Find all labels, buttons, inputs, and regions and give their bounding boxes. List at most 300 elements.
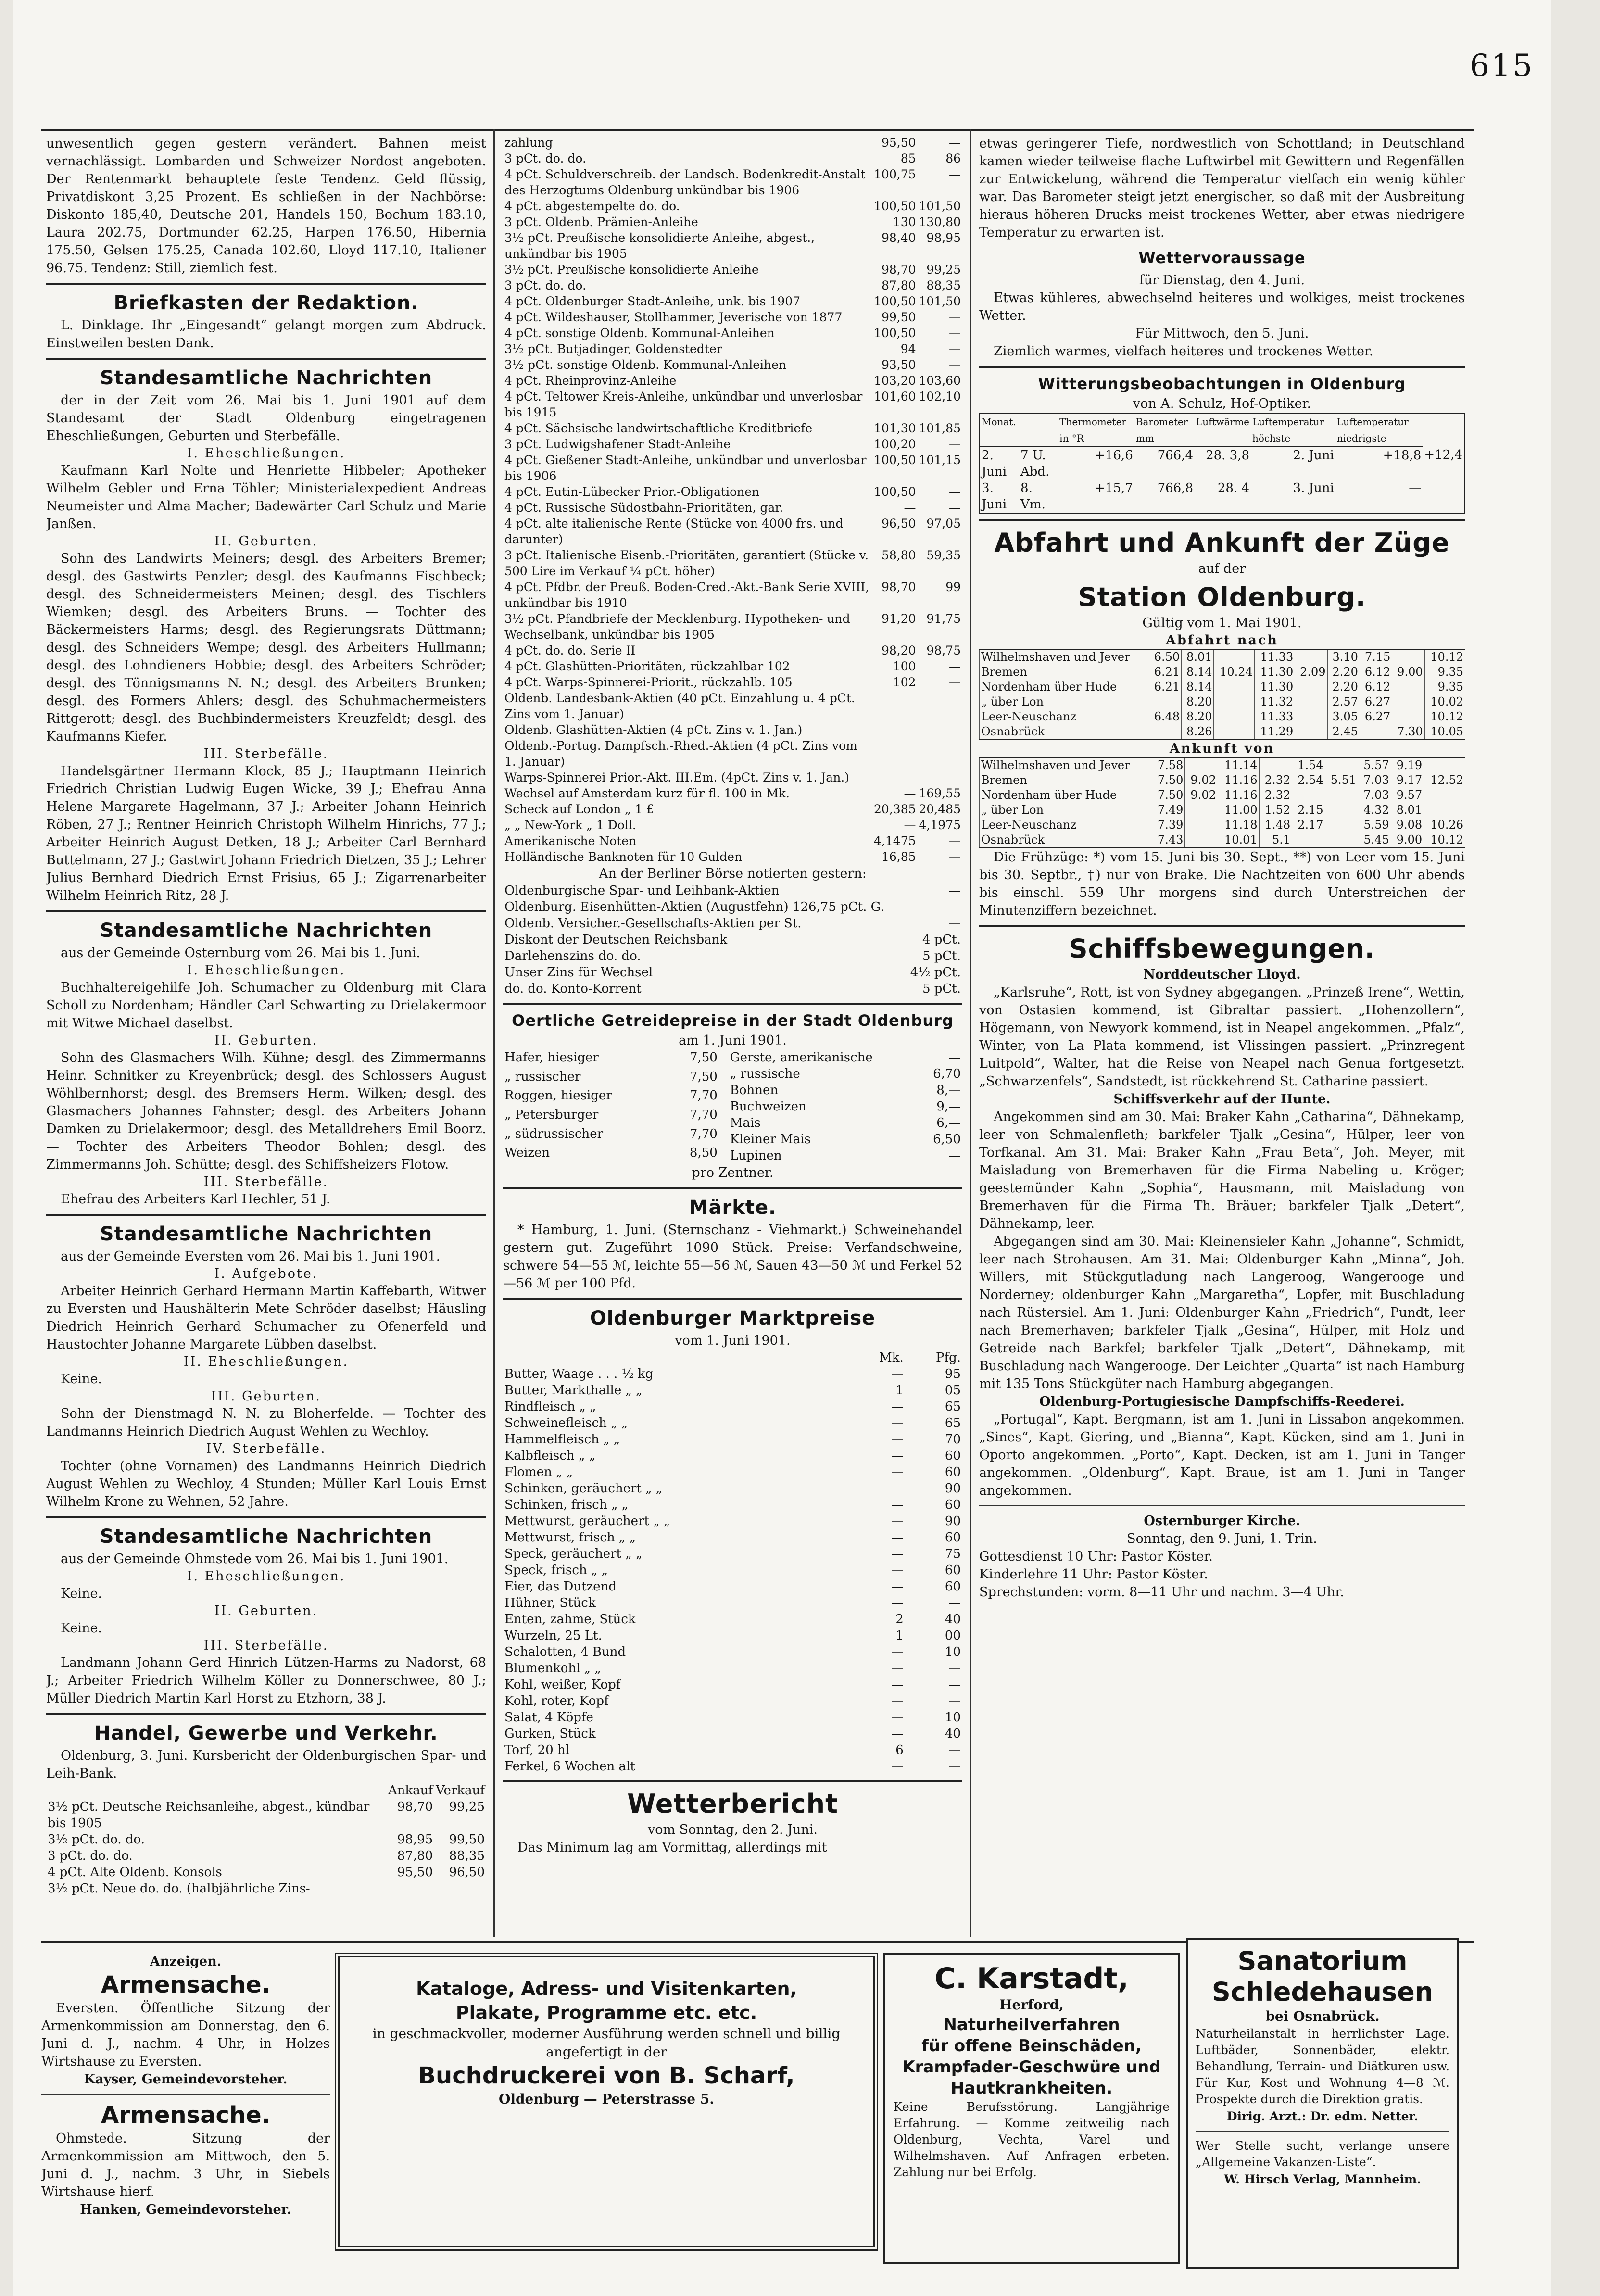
table-cell xyxy=(918,690,962,722)
sanatorium-ad xyxy=(1186,1938,1459,2269)
table-cell: 2 xyxy=(895,1612,904,1627)
table-cell: — xyxy=(891,1416,904,1430)
karstadt-line: Naturheilverfahren xyxy=(943,2015,1120,2034)
table-cell: Kalbfleisch „ „ xyxy=(504,1449,596,1463)
table-cell: Wechsel auf Amsterdam kurz für fl. 100 in Mk. xyxy=(504,786,790,800)
armensache-sign: Hanken, Gemeindevorsteher. xyxy=(80,2202,291,2217)
section-divider xyxy=(979,925,1465,927)
getreide-footer: pro Zentner. xyxy=(692,1165,774,1180)
table-cell: 1.52 xyxy=(1259,803,1292,818)
table-cell: — xyxy=(948,1148,961,1163)
table-cell: 60 xyxy=(945,1563,961,1577)
kirche-row: Sprechstunden: vorm. 8—11 Uhr und nachm. 3—4 Uhr. xyxy=(979,1585,1344,1600)
table-cell: 103,20 xyxy=(874,374,916,388)
table-cell xyxy=(1214,680,1254,694)
table-cell: — xyxy=(948,1678,961,1692)
table-cell: Oldenburg. Eisenhütten-Aktien (Augustfehn) 126,75 pCt. G. xyxy=(504,900,884,914)
column-header: Ankauf xyxy=(388,1783,433,1798)
sanatorium-title: Schledehausen xyxy=(1211,1977,1434,2007)
scharf-name: Buchdruckerei von B. Scharf, xyxy=(418,2062,795,2089)
ankunft-heading: Ankunft von xyxy=(1169,741,1275,756)
berlin-table xyxy=(503,883,962,932)
getreide-tables xyxy=(503,1049,962,1164)
abfahrt-table xyxy=(979,649,1465,740)
table-row xyxy=(503,1087,719,1107)
table-cell: 6.27 xyxy=(1360,694,1392,709)
karstadt-ad xyxy=(883,1953,1180,2264)
standesamt-heading: Standesamtliche Nachrichten xyxy=(100,1223,433,1245)
table-cell: 3 pCt. Oldenb. Prämien-Anleihe xyxy=(504,215,698,229)
table-cell: 7.15 xyxy=(1360,649,1392,665)
table-row xyxy=(46,1864,486,1880)
table-cell: 4 pCt. sonstige Oldenb. Kommunal-Anleihen xyxy=(504,326,775,340)
table-cell: — xyxy=(948,883,961,898)
diskont-table xyxy=(503,932,962,997)
column-divider xyxy=(970,129,971,1937)
table-cell xyxy=(1392,649,1424,665)
table-cell: 766,4 xyxy=(1157,448,1194,463)
table-cell: 4 pCt. Gießener Stadt-Anleihe, unkündbar und unverlosbar bis 1906 xyxy=(504,453,867,483)
table-cell: 6.21 xyxy=(1149,680,1181,694)
table-cell: 8.14 xyxy=(1182,665,1214,680)
armensache-text: Eversten. Öffentliche Sitzung der Armenkommission am Donnerstag, den 6. Juni d. J., nachm. 4 Uhr, in Holzes Wirtshause zu Eversten. xyxy=(41,2001,330,2069)
table-cell xyxy=(1295,709,1327,724)
table-cell: 88,35 xyxy=(926,278,961,292)
table-cell: — xyxy=(949,167,961,181)
kirche-heading: Osternburger Kirche. xyxy=(1144,1514,1300,1528)
table-cell: — xyxy=(949,850,961,864)
table-cell: Flomen „ „ xyxy=(504,1465,573,1479)
table-row xyxy=(980,773,1465,788)
table-cell: 130,80 xyxy=(919,215,961,229)
table-cell: — xyxy=(948,1050,961,1065)
table-cell: 00 xyxy=(945,1628,961,1643)
table-cell: 8. Vm. xyxy=(1020,481,1046,512)
table-row xyxy=(503,1049,719,1069)
wetter-text: Das Minimum lag am Vormittag, allerdings mit xyxy=(517,1840,827,1855)
table-cell: 7.58 xyxy=(1152,757,1185,773)
table-cell: 7.30 xyxy=(1392,724,1424,740)
table-cell: 60 xyxy=(945,1449,961,1463)
section-divider xyxy=(503,1780,962,1782)
column-2 xyxy=(503,135,962,1943)
table-cell: Oldenb. Versicher.-Gesellschafts-Aktien per St. xyxy=(504,916,802,931)
section-divider xyxy=(503,1003,962,1005)
table-row xyxy=(503,738,962,770)
table-cell: Nordenham über Hude xyxy=(980,788,1152,803)
table-cell: 102 xyxy=(893,675,916,689)
table-cell: 11.30 xyxy=(1254,680,1295,694)
table-cell: — xyxy=(1409,481,1422,495)
table-row xyxy=(503,166,962,198)
table-cell: 130 xyxy=(893,215,916,229)
table-cell: Weizen xyxy=(504,1146,550,1161)
subsection-heading: III. Sterbefälle. xyxy=(203,746,329,761)
section-divider xyxy=(979,1505,1465,1506)
hunte-text: Abgegangen sind am 30. Mai: Kleinensieler Kahn „Johanne“, Schmidt, leer nach Strohausen. Am 31. Mai: Oldenburger Kahn „Minna“, Joh. Willers, mit Stückgutladung nach Langeroog, Wangerooge und Norderney; oldenburger Kahn „Margaretha“, Lopfer, mit Buschladung nach Rüstersiel. Am 1. Juni: Oldenburger Kahn „Friedrich“, Pundt, leer nach Bremerhaven; barkfeler Tjalk „Gesina“, Hülper, mit Holz und Getreide nach Barkfel; barkfeler Tjalk „Detert“, Dähnekamp, mit Buschladung nach Wangerooge. Der Leichter „Quarta“ ist nach Hamburg mit 135 Tons Stückgüter nach Hamburg abgegangen. xyxy=(979,1234,1465,1391)
table-cell: 100,50 xyxy=(874,485,916,499)
table-cell xyxy=(1295,724,1327,740)
anzeigen-label: Anzeigen. xyxy=(150,1954,222,1969)
getreide-heading: Oertliche Getreidepreise in der Stadt Oldenburg xyxy=(512,1011,954,1030)
table-cell: +15,7 xyxy=(1095,481,1133,495)
section-divider xyxy=(46,1214,486,1216)
table-row xyxy=(503,1145,719,1164)
voraussage-text: Etwas kühleres, abwechselnd heiteres und wolkiges, meist trockenes Wetter. xyxy=(979,290,1465,323)
sanatorium-title: Sanatorium xyxy=(1237,1946,1408,1976)
entry-text: Keine. xyxy=(61,1621,102,1636)
table-cell: — xyxy=(948,1743,961,1757)
table-row xyxy=(503,658,962,674)
table-cell: 2.09 xyxy=(1295,665,1327,680)
section-divider xyxy=(46,1713,486,1715)
wetter-date: vom Sonntag, den 2. Juni. xyxy=(647,1822,818,1837)
table-cell: „ über Lon xyxy=(980,803,1152,818)
table-cell: Blumenkohl „ „ xyxy=(504,1661,601,1676)
table-cell: 11.16 xyxy=(1218,788,1259,803)
table-cell: 4 pCt. xyxy=(922,933,961,947)
table-row xyxy=(503,883,962,899)
ad-divider xyxy=(41,2094,330,2095)
table-cell: Schinken, frisch „ „ xyxy=(504,1498,629,1512)
table-cell: — xyxy=(891,1530,904,1545)
table-cell xyxy=(1295,680,1327,694)
section-divider xyxy=(979,519,1465,521)
table-cell: Schweinefleisch „ „ xyxy=(504,1416,628,1430)
table-cell: 2.45 xyxy=(1327,724,1360,740)
table-cell: Osnabrück xyxy=(980,833,1152,848)
table-row xyxy=(503,1431,962,1448)
column-header: Barometer mm xyxy=(1134,413,1195,447)
zuege-sub: auf der xyxy=(1198,561,1246,576)
table-cell: 100,75 xyxy=(874,167,916,181)
karstadt-text: Keine Berufsstörung. Langjährige Erfahrung. — Komme zeitweilig nach Oldenburg, Vechta, Varel und Wilhelmshaven. Auf Anfragen erbeten. Zahlung nur bei Erfolg. xyxy=(894,2100,1170,2179)
table-row xyxy=(503,1726,962,1742)
table-cell: 4 pCt. do. do. Serie II xyxy=(504,643,636,657)
table-cell: 11.14 xyxy=(1218,757,1259,773)
subsection-heading: I. Eheschließungen. xyxy=(187,446,346,461)
table-cell xyxy=(1214,649,1254,665)
table-cell: — xyxy=(949,136,961,150)
table-row xyxy=(46,1880,486,1897)
table-cell: 100,50 xyxy=(874,294,916,308)
table-cell: 99,50 xyxy=(881,310,916,324)
table-cell: 98,70 xyxy=(881,580,916,594)
hunte-heading: Schiffsverkehr auf der Hunte. xyxy=(1113,1092,1331,1107)
table-cell: 91,75 xyxy=(926,612,961,626)
table-row xyxy=(503,1627,962,1644)
table-cell: 59,35 xyxy=(926,548,961,562)
table-row xyxy=(46,1848,486,1864)
table-cell: 98,70 xyxy=(881,263,916,277)
table-row xyxy=(980,447,1464,480)
table-cell: — xyxy=(891,1678,904,1692)
table-cell: 2.54 xyxy=(1292,773,1325,788)
table-cell xyxy=(1149,694,1181,709)
table-row xyxy=(503,1126,719,1145)
table-cell: 3. Juni xyxy=(982,481,1007,512)
table-cell: Mais xyxy=(730,1116,761,1130)
table-cell: 16,85 xyxy=(881,850,916,864)
table-row xyxy=(503,389,962,420)
column-header: Mk. xyxy=(879,1350,904,1365)
table-cell: 10.26 xyxy=(1424,818,1465,833)
handel-heading: Handel, Gewerbe und Verkehr. xyxy=(94,1722,438,1744)
table-row xyxy=(503,1693,962,1709)
table-cell: Oldenb. Glashütten-Aktien (4 pCt. Zins v. 1. Jan.) xyxy=(504,723,803,737)
table-cell xyxy=(1325,818,1358,833)
table-cell: Bremen xyxy=(980,665,1149,680)
ad-divider xyxy=(1196,2131,1449,2132)
table-cell: 10.12 xyxy=(1424,833,1465,848)
table-cell: 90 xyxy=(945,1514,961,1528)
table-cell: — xyxy=(891,1547,904,1561)
column-header: Monat. xyxy=(980,413,1019,447)
table-cell: 6.50 xyxy=(1149,649,1181,665)
table-cell: 88,35 xyxy=(449,1849,485,1863)
table-cell: 8.01 xyxy=(1391,803,1424,818)
table-cell: 10.12 xyxy=(1424,649,1465,665)
table-cell: 11.00 xyxy=(1218,803,1259,818)
table-cell xyxy=(918,738,962,770)
table-cell xyxy=(872,738,917,770)
voraussage-date: für Dienstag, den 4. Juni. xyxy=(1139,273,1305,288)
table-cell: 11.16 xyxy=(1218,773,1259,788)
table-cell: Nordenham über Hude xyxy=(980,680,1149,694)
table-cell: 3½ pCt. Deutsche Reichsanleihe, abgest., kündbar bis 1905 xyxy=(48,1800,370,1830)
beobachtungen-sub: von A. Schulz, Hof-Optiker. xyxy=(1133,396,1311,411)
standesamt-heading: Standesamtliche Nachrichten xyxy=(100,920,433,942)
entry-text: Sohn der Dienstmagd N. N. zu Bloherfelde. — Tochter des Landmanns Heinrich Diedrich August Wehlen zu Wechloy. xyxy=(46,1406,486,1439)
table-cell: — xyxy=(904,501,916,515)
table-cell: Amerikanische Noten xyxy=(504,834,637,848)
table-row xyxy=(729,1098,962,1115)
subsection-heading: I. Aufgebote. xyxy=(214,1266,318,1281)
table-cell xyxy=(387,1880,434,1897)
section-divider xyxy=(46,910,486,912)
kurs-table xyxy=(46,1782,486,1897)
table-cell: 60 xyxy=(945,1530,961,1545)
column-header: Luftemperatur niedrigste xyxy=(1335,413,1423,447)
schiff-sub: Norddeutscher Lloyd. xyxy=(1143,967,1301,982)
table-row xyxy=(503,1611,962,1627)
table-cell: „ Petersburger xyxy=(504,1107,599,1122)
table-cell xyxy=(1214,709,1254,724)
table-cell: 101,30 xyxy=(874,421,916,435)
table-cell: 169,55 xyxy=(919,786,961,800)
table-cell: 3½ pCt. Pfandbriefe der Mecklenburg. Hypotheken- und Wechselbank, unkündbar bis 1905 xyxy=(504,612,850,642)
entry-text: Landmann Johann Gerd Hinrich Lützen-Harms zu Nadorst, 68 J.; Arbeiter Friedrich Wilhelm Köller zu Donnerschwee, 80 J.; Müller Diedrich Martin Karl Horst zu Etzhorn, 38 J. xyxy=(46,1655,486,1706)
table-cell: 100,50 xyxy=(874,326,916,340)
table-cell: 28. 3,8 xyxy=(1206,448,1250,463)
table-row xyxy=(980,649,1465,665)
table-cell: Buchweizen xyxy=(730,1099,806,1114)
table-cell: 9.19 xyxy=(1391,757,1424,773)
entry-text: Sohn des Glasmachers Wilh. Kühne; desgl. des Zimmermanns Heinr. Schnitker zu Kreyenbrück; desgl. des Schlossers August Wöhlbernhorst; desgl. des Bremsers Herm. Wilken; desgl. des Glasmachers Johannes Fahnster; desgl. des Arbeiters Johann Damken zu Drielakermoor; desgl. des Metalldrehers Emil Boorz. — Tochter des Arbeiters Theodor Bohlen; desgl. des Zimmermanns Joh. Schütte; desgl. des Schiffsheizers Flotow. xyxy=(46,1050,486,1172)
table-cell: 4 pCt. Oldenburger Stadt-Anleihe, unk. bis 1907 xyxy=(504,294,801,308)
table-row xyxy=(503,1399,962,1415)
voraussage-date: Für Mittwoch, den 5. Juni. xyxy=(1135,326,1309,341)
table-cell: 9,— xyxy=(936,1099,961,1114)
entry-text: Arbeiter Heinrich Gerhard Hermann Martin Kaffebarth, Witwer zu Eversten und Haushälterin Mete Schröder daselbst; Häusling Diedrich Heinrich Gerhard Schumacher zu Ofenerfeld und Haustochter Johanne Margarete Lübben daselbst. xyxy=(46,1284,486,1352)
voraussage-heading: Wettervoraussage xyxy=(1138,249,1306,267)
ankunft-table xyxy=(979,757,1465,848)
table-cell: Warps-Spinnerei Prior.-Akt. III.Em. (4pCt. Zins v. 1. Jan.) xyxy=(504,770,850,784)
table-row xyxy=(503,278,962,293)
table-cell: — xyxy=(891,1579,904,1594)
table-header-row xyxy=(46,1782,486,1799)
table-cell xyxy=(434,1880,486,1897)
table-row xyxy=(503,325,962,341)
table-row xyxy=(46,1799,486,1831)
page-number: 615 xyxy=(1470,48,1535,84)
zuege-valid: Gültig vom 1. Mai 1901. xyxy=(1142,616,1302,631)
table-cell: — xyxy=(904,818,916,832)
entry-text: Keine. xyxy=(61,1372,102,1387)
scharf-line: in geschmackvoller, moderner Ausführung werden schnell und billig angefertigt in der xyxy=(372,2026,841,2060)
karstadt-city: Herford, xyxy=(999,1997,1064,2013)
table-cell: 4 pCt. Teltower Kreis-Anleihe, unkündbar und unverlosbar bis 1915 xyxy=(504,390,863,419)
table-cell xyxy=(1392,680,1424,694)
table-row xyxy=(980,680,1465,694)
table-cell: 8.20 xyxy=(1182,694,1214,709)
table-cell: 102,10 xyxy=(919,390,961,404)
table-row xyxy=(503,1513,962,1529)
table-row xyxy=(503,1644,962,1660)
table-cell xyxy=(918,770,962,785)
table-cell: 94 xyxy=(900,342,916,356)
kirche-row: Kinderlehre 11 Uhr: Pastor Köster. xyxy=(979,1567,1208,1582)
entry-text: Keine. xyxy=(61,1586,102,1601)
armensache-sign: Kayser, Gemeindevorsteher. xyxy=(84,2072,288,2087)
table-row xyxy=(503,722,962,738)
column-header: Luftwärme xyxy=(1195,413,1251,447)
table-cell: 65 xyxy=(945,1416,961,1430)
table-row xyxy=(503,1480,962,1497)
schiff-text: „Karlsruhe“, Rott, ist von Sydney abgegangen. „Prinzeß Irene“, Wettin, von Ostasien kommend, ist Gibraltar passiert. „Hohenzollern“, Högemann, von Newyork kommend, ist in Neapel angekommen. „Pfalz“, Winter, von La Plata kommend, ist Vlissingen passiert. „Prinzregent Luitpold“, Walter, hat die Reise von Neapel nach Genua fortgesetzt. „Schwarzenfels“, Sandstedt, ist rückkehrend St. Catharine passiert. xyxy=(979,985,1465,1089)
table-cell: 9.00 xyxy=(1392,665,1424,680)
table-cell: Gerste, amerikanische xyxy=(730,1050,873,1065)
table-cell: — xyxy=(949,358,961,372)
wetter-heading: Wetterbericht xyxy=(627,1789,838,1819)
table-cell: — xyxy=(949,437,961,451)
table-cell: 10.12 xyxy=(1424,709,1465,724)
table-row xyxy=(503,452,962,484)
table-cell: 3.10 xyxy=(1327,649,1360,665)
maerkte-heading: Märkte. xyxy=(689,1197,777,1219)
table-row xyxy=(503,981,962,997)
boersen-bericht: unwesentlich gegen gestern verändert. Bahnen meist vernachlässigt. Lombarden und Schweizer Nordost angeboten. Der Rentenmarkt behauptete feste Tendenz. Geld flüssig, Privatdiskont 3,25 Prozent. Es schließen in der Nachbörse: Diskonto 185,40, Deutsche 201, Handels 150, Bochum 183.10, Laura 202.75, Dortmunder 62.25, Harpen 176.50, Hibernia 175.50, Gelsen 175.25, Canada 102.60, Lloyd 117.10, Italiener 96.75. Tendenz: Still, ziemlich fest. xyxy=(46,136,486,276)
kirche-date: Sonntag, den 9. Juni, 1. Trin. xyxy=(1127,1531,1317,1546)
subsection-heading: II. Geburten. xyxy=(214,1603,318,1618)
table-cell: Scheck auf London „ 1 £ xyxy=(504,802,654,816)
table-cell: 6.12 xyxy=(1360,665,1392,680)
table-row xyxy=(503,643,962,658)
table-header-row xyxy=(980,413,1464,447)
table-row xyxy=(503,932,962,948)
table-row xyxy=(503,230,962,262)
table-row xyxy=(503,1366,962,1382)
table-row xyxy=(503,1448,962,1464)
table-cell: 4 pCt. alte italienische Rente (Stücke von 4000 frs. und darunter) xyxy=(504,517,844,546)
subsection-heading: II. Geburten. xyxy=(214,534,318,549)
table-cell: 2.57 xyxy=(1327,694,1360,709)
berlin-heading: An der Berliner Börse notierten gestern: xyxy=(599,866,867,881)
table-row xyxy=(46,1831,486,1848)
table-cell: — xyxy=(949,485,961,499)
table-row xyxy=(503,801,962,817)
table-cell: 20,485 xyxy=(919,802,961,816)
getreide-right-table xyxy=(729,1049,962,1164)
table-cell: 11.33 xyxy=(1254,709,1295,724)
table-cell: Hafer, hiesiger xyxy=(504,1050,599,1065)
table-cell: 6,— xyxy=(936,1116,961,1130)
table-cell xyxy=(1295,649,1327,665)
table-cell: 95 xyxy=(945,1367,961,1381)
column-header: Verkauf xyxy=(436,1783,485,1798)
table-cell xyxy=(945,899,962,915)
karstadt-name: C. Karstadt, xyxy=(934,1962,1129,1995)
marktpreise-date: vom 1. Juni 1901. xyxy=(675,1333,791,1348)
table-cell: — xyxy=(904,786,916,800)
marktpreise-heading: Oldenburger Marktpreise xyxy=(590,1307,876,1329)
table-cell: 4,1975 xyxy=(919,818,961,832)
table-cell: 8.01 xyxy=(1182,649,1214,665)
table-cell: 4 pCt. Wildeshauser, Stollhammer, Jeverische von 1877 xyxy=(504,310,843,324)
table-cell: 11.18 xyxy=(1218,818,1259,833)
table-row xyxy=(503,436,962,452)
subsection-heading: II. Eheschließungen. xyxy=(183,1354,349,1369)
table-cell: 4 pCt. Warps-Spinnerei-Priorit., rückzahlb. 105 xyxy=(504,675,793,689)
handel-intro: Oldenburg, 3. Juni. Kursbericht der Oldenburgischen Spar- und Leih-Bank. xyxy=(46,1748,486,1781)
section-divider xyxy=(46,1516,486,1518)
standesamt-intro: aus der Gemeinde Eversten vom 26. Mai bis 1. Juni 1901. xyxy=(61,1249,441,1264)
table-cell xyxy=(1185,818,1218,833)
table-cell: Diskont der Deutschen Reichsbank xyxy=(504,933,728,947)
table-cell: 6,70 xyxy=(933,1067,961,1081)
table-cell: 7,70 xyxy=(689,1107,718,1122)
entry-text: Handelsgärtner Hermann Klock, 85 J.; Hauptmann Heinrich Friedrich Christian Ludwig Eugen Wicke, 39 J.; Ehefrau Anna Helene Margarete Hagelmann, 37 J.; Arbeiter Johann Heinrich Röben, 27 J.; Rentner Heinrich Christoph Wilhelm Hinrichs, 77 J.; Arbeiter Heinrich August Detken, 18 J.; Arbeiter Carl Bernhard Buttelmann, 27 J.; Gastwirt Johann Friedrich Dietzen, 35 J.; Lehrer Julius Bernhard Diedrich Ernst Frisius, 65 J.; Zigarrenarbeiter Wilhelm Heinrich Ritz, 28 J. xyxy=(46,764,486,903)
table-cell: 10.05 xyxy=(1424,724,1465,740)
table-cell: 95,50 xyxy=(397,1865,433,1880)
table-cell: 2.20 xyxy=(1327,665,1360,680)
table-cell: — xyxy=(891,1710,904,1725)
section-divider xyxy=(503,1298,962,1300)
table-cell: Gurken, Stück xyxy=(504,1727,596,1741)
entry-text: Ehefrau des Arbeiters Karl Hechler, 51 J. xyxy=(61,1192,330,1207)
sanatorium-arzt: Dirig. Arzt.: Dr. edm. Netter. xyxy=(1226,2109,1419,2123)
table-cell: 4 pCt. abgestempelte do. do. xyxy=(504,199,680,213)
table-cell: Hammelfleisch „ „ xyxy=(504,1432,620,1447)
table-cell: 9.02 xyxy=(1185,773,1218,788)
table-cell: — xyxy=(891,1449,904,1463)
table-cell: Darlehenszins do. do. xyxy=(504,949,641,963)
table-cell: Oldenb.-Portug. Dampfsch.-Rhed.-Aktien (4 pCt. Zins vom 1. Januar) xyxy=(504,739,857,769)
table-cell: 95,50 xyxy=(881,136,916,150)
table-cell: 20,385 xyxy=(874,802,916,816)
table-cell: 9.35 xyxy=(1424,680,1465,694)
table-row xyxy=(503,341,962,357)
table-cell: 2. Juni xyxy=(982,448,1007,479)
table-row xyxy=(980,818,1465,833)
table-cell: 3 pCt. Ludwigshafener Stadt-Anleihe xyxy=(504,437,731,451)
column-header xyxy=(1019,413,1058,447)
table-row xyxy=(980,803,1465,818)
table-cell xyxy=(1424,757,1465,773)
table-cell: 7 U. Abd. xyxy=(1020,448,1050,479)
standesamt-intro: aus der Gemeinde Osternburg vom 26. Mai bis 1. Juni. xyxy=(61,946,420,960)
table-row xyxy=(503,214,962,230)
